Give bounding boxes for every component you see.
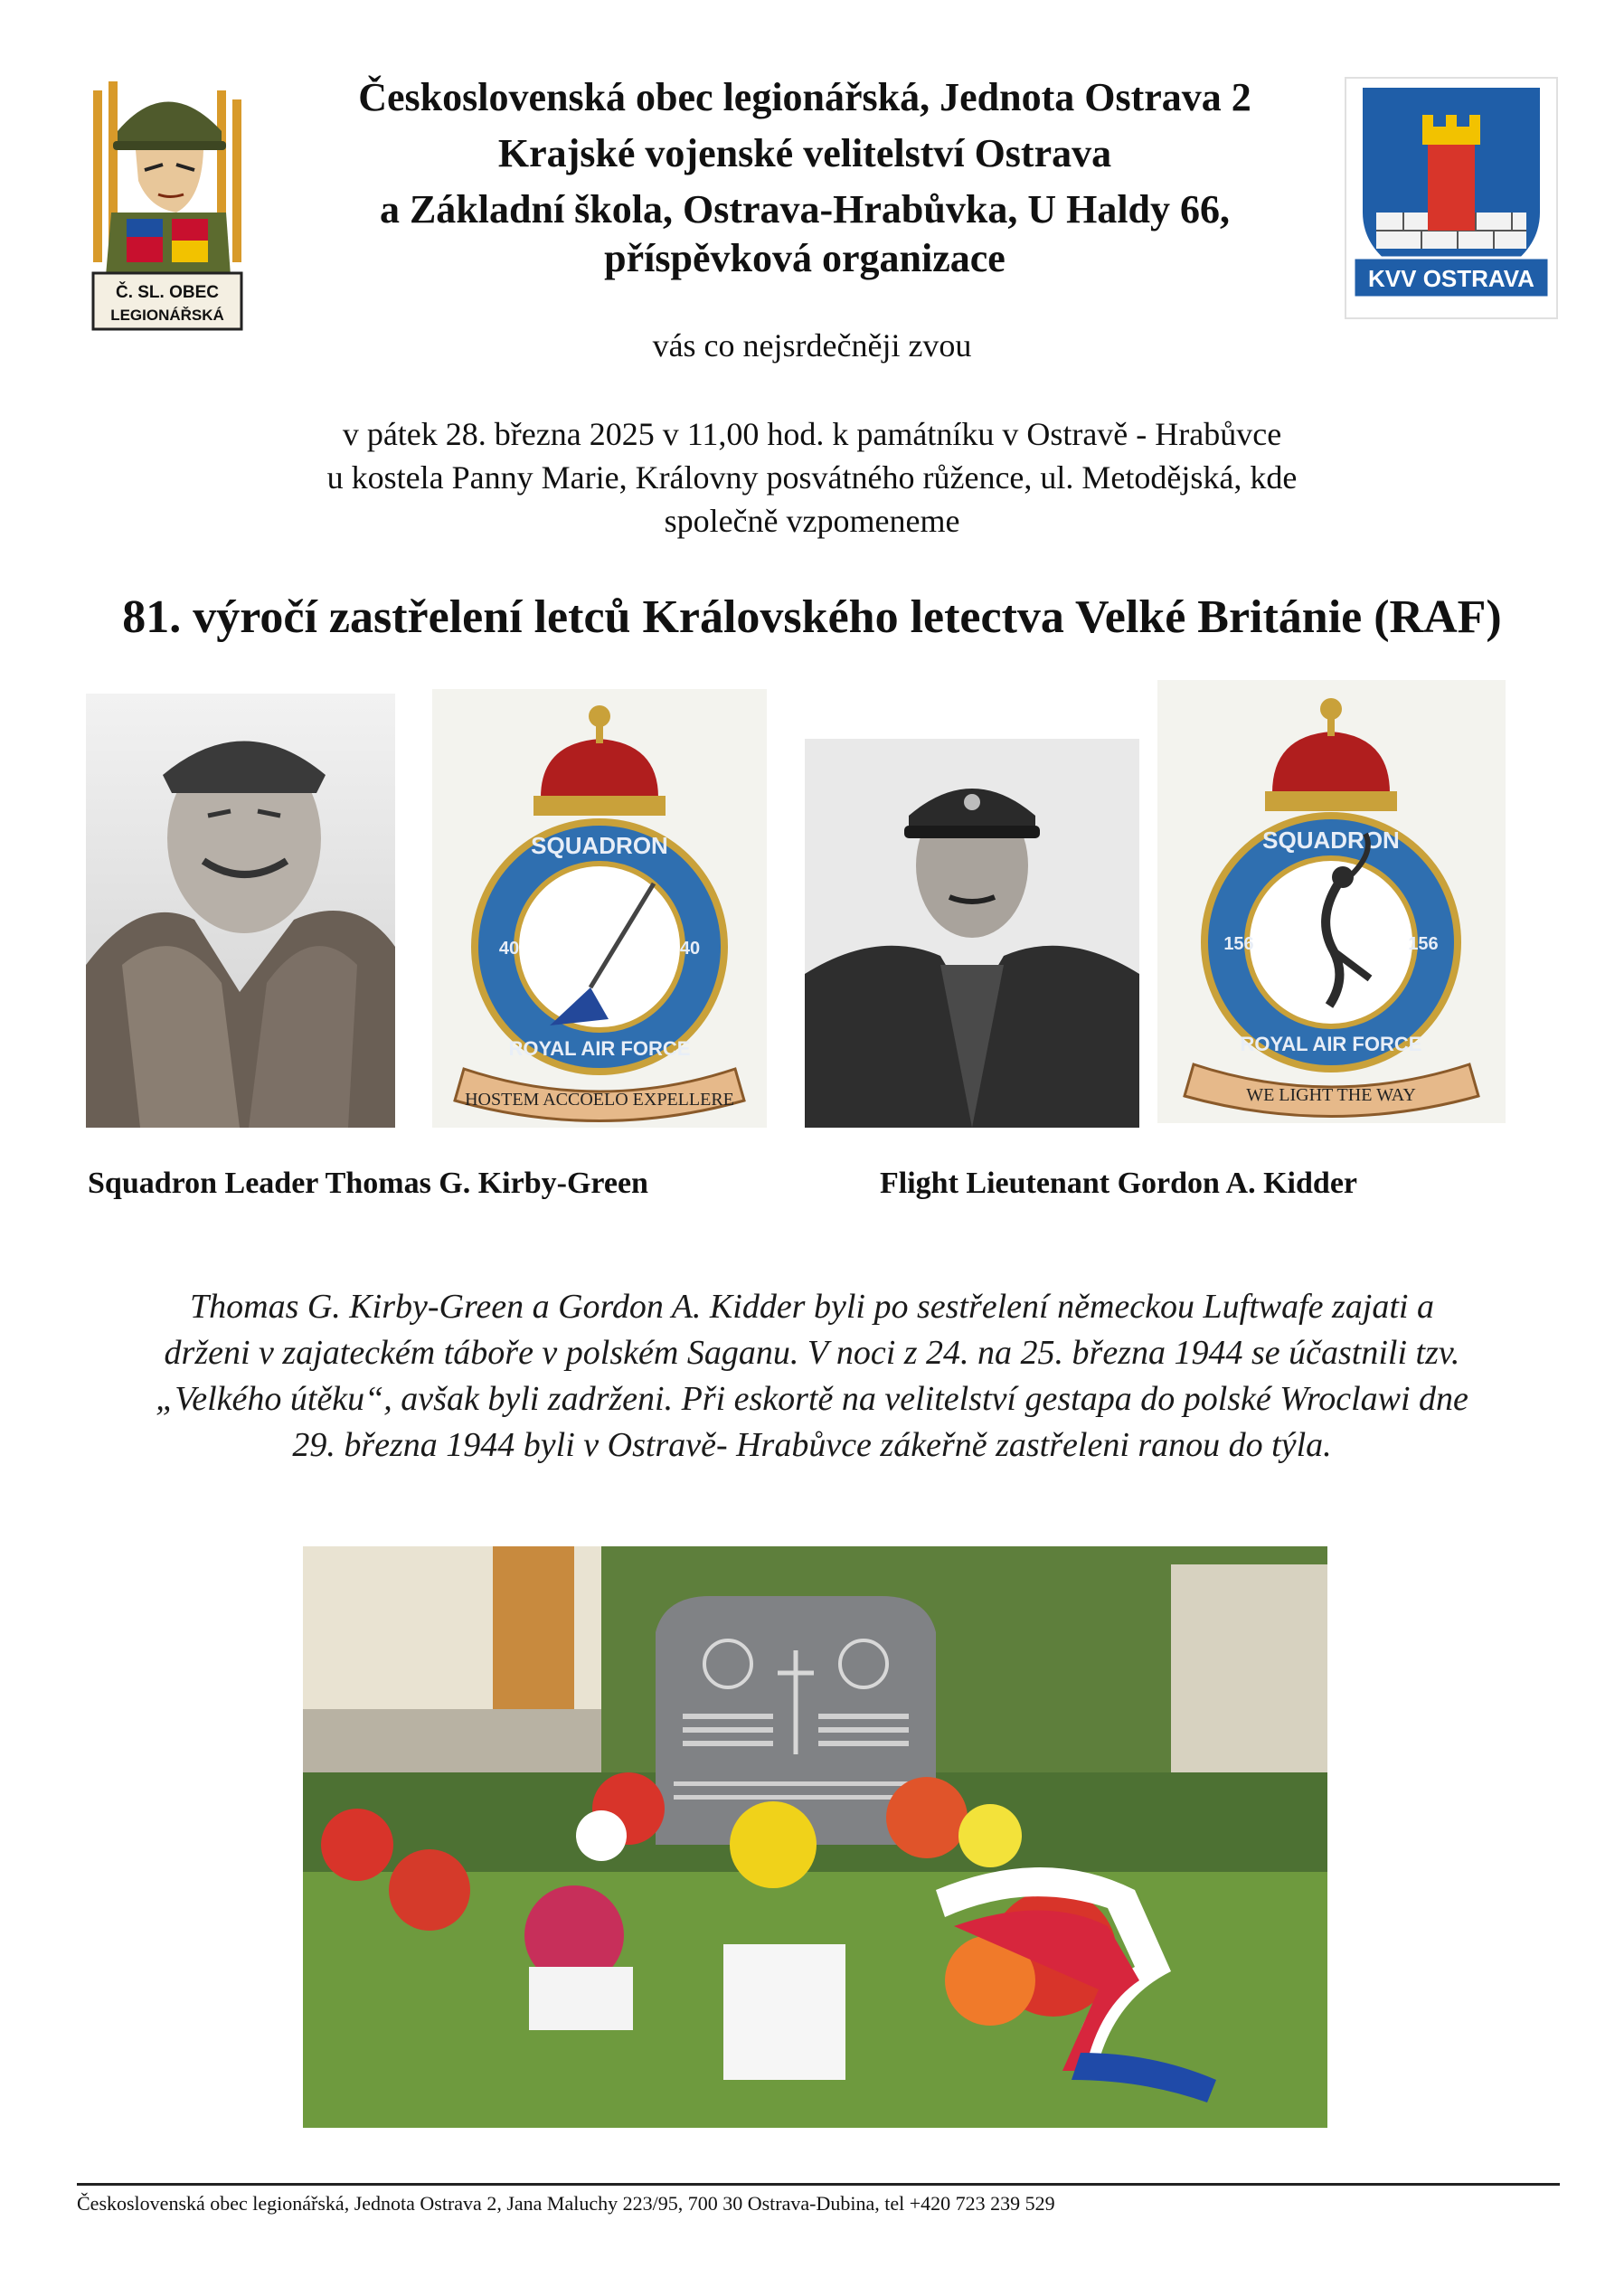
svg-text:Č. SL. OBEC: Č. SL. OBEC xyxy=(115,283,220,302)
caption-kirby-green: Squadron Leader Thomas G. Kirby-Green xyxy=(88,1167,648,1200)
svg-text:40: 40 xyxy=(498,939,520,959)
organizer-line-3: a Základní škola, Ostrava-Hrabůvka, U Haldy 66, xyxy=(379,187,1231,231)
organizer-line-2: Krajské vojenské velitelství Ostrava xyxy=(497,131,1112,175)
crest-156-squadron xyxy=(1157,680,1506,1123)
portrait-kirby-green xyxy=(86,694,395,1128)
svg-text:40: 40 xyxy=(679,939,701,959)
caption-kidder: Flight Lieutenant Gordon A. Kidder xyxy=(880,1167,1357,1200)
svg-text:LEGIONÁŘSKÁ: LEGIONÁŘSKÁ xyxy=(110,307,224,324)
svg-text:KVV OSTRAVA: KVV OSTRAVA xyxy=(1368,265,1534,292)
csol-logo xyxy=(86,63,249,335)
story-line-4: 29. března 1944 byli v Ostravě- Hrabůvce zákeřně zastřeleni ranou do týla. xyxy=(292,1426,1332,1464)
organizer-line-4: příspěvková organizace xyxy=(604,236,1006,280)
crest-40-squadron xyxy=(432,689,767,1128)
story-line-2: drženi v zajateckém táboře v polském Saganu. V noci z 24. na 25. března 1944 se účastnili tzv. xyxy=(164,1334,1460,1372)
svg-text:WE LIGHT THE WAY: WE LIGHT THE WAY xyxy=(1246,1085,1416,1105)
story-paragraph xyxy=(54,1284,1570,1469)
organizer-line-1: Československá obec legionářská, Jednota Ostrava 2 xyxy=(358,75,1251,119)
anniversary-heading: 81. výročí zastřelení letců Královského letectva Velké Británie (RAF) xyxy=(122,591,1502,643)
event-line-2: u kostela Panny Marie, Královny posvátného růžence, ul. Metodějská, kde xyxy=(326,459,1298,496)
event-line-1: v pátek 28. března 2025 v 11,00 hod. k památníku v Ostravě - Hrabůvce xyxy=(342,416,1282,452)
svg-text:ROYAL AIR FORCE: ROYAL AIR FORCE xyxy=(1240,1033,1422,1055)
svg-text:ROYAL AIR FORCE: ROYAL AIR FORCE xyxy=(508,1037,691,1060)
story-line-1: Thomas G. Kirby-Green a Gordon A. Kidder byli po sestřelení německou Luftwafe zajati a xyxy=(190,1288,1434,1326)
svg-text:156: 156 xyxy=(1223,934,1254,954)
story-line-3: „Velkého útěku“, avšak byli zadrženi. Při eskortě na velitelství gestapa do polské Wroclawi dne xyxy=(156,1380,1468,1418)
portrait-kidder xyxy=(805,739,1139,1128)
svg-text:SQUADRON: SQUADRON xyxy=(1262,827,1400,854)
svg-text:SQUADRON: SQUADRON xyxy=(531,832,668,859)
svg-text:156: 156 xyxy=(1408,934,1439,954)
event-line-3: společně vzpomeneme xyxy=(664,503,960,539)
invitation-line: vás co nejsrdečněji zvou xyxy=(652,327,972,364)
memorial-photo xyxy=(303,1546,1327,2128)
footer-rule xyxy=(77,2183,1560,2186)
footer-address: Československá obec legionářská, Jednota Ostrava 2, Jana Maluchy 223/95, 700 30 Ostrava-Dubina, tel +420 723 239 529 xyxy=(77,2192,1055,2215)
kvv-ostrava-logo xyxy=(1345,77,1558,319)
svg-text:HOSTEM ACCOELO EXPELLERE: HOSTEM ACCOELO EXPELLERE xyxy=(465,1090,734,1110)
